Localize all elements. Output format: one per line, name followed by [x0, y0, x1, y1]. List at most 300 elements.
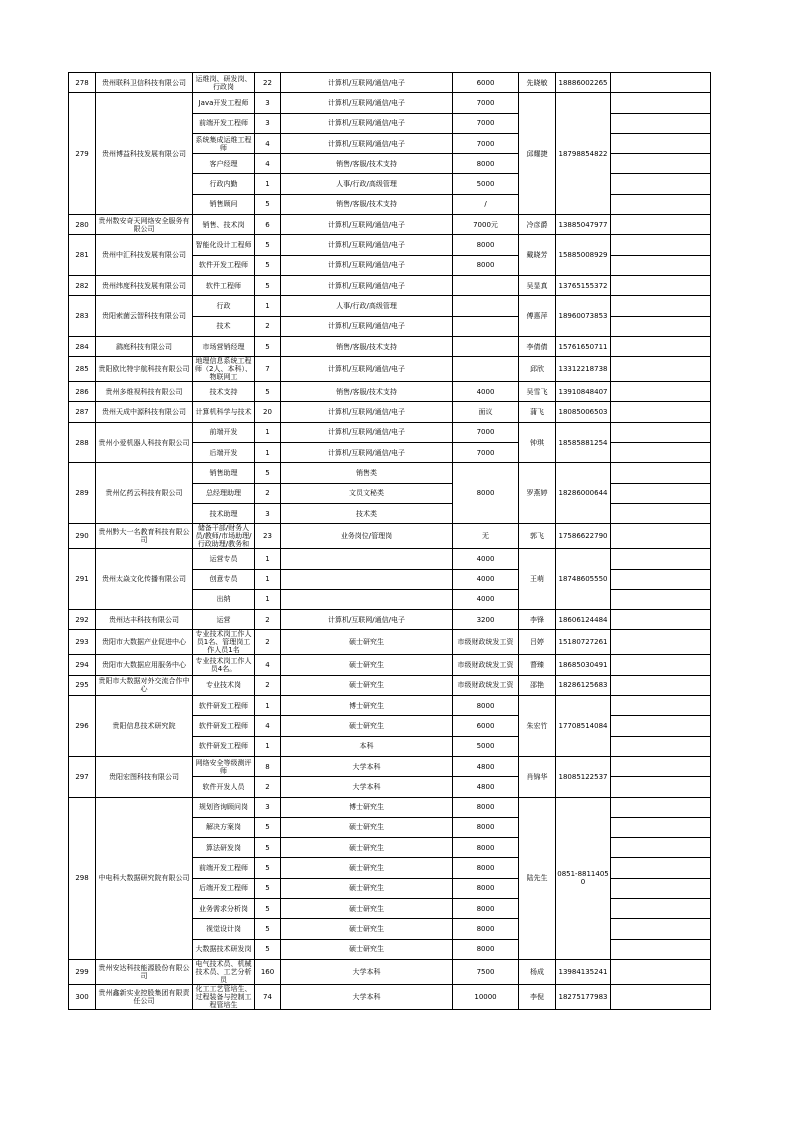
requirement-cell: 博士研究生	[281, 696, 453, 716]
table-row	[69, 524, 711, 549]
headcount-cell: 22	[255, 73, 281, 93]
phone-cell: 18286125683	[556, 675, 611, 695]
position-cell: 销售、技术岗	[193, 215, 255, 235]
headcount-cell: 4	[255, 716, 281, 736]
requirement-cell: 计算机/互联网/通信/电子	[281, 255, 453, 275]
requirement-cell: 计算机/互联网/通信/电子	[281, 443, 453, 463]
contact-cell: 吕婷	[519, 630, 556, 655]
table-row	[69, 296, 711, 316]
headcount-cell: 3	[255, 797, 281, 817]
row-number-cell: 283	[69, 296, 96, 337]
row-number-cell: 296	[69, 696, 96, 757]
phone-cell: 18606124484	[556, 610, 611, 630]
salary-cell: 7000	[453, 93, 519, 113]
remark-cell	[611, 402, 711, 422]
remark-cell	[611, 443, 711, 463]
row-number-cell: 299	[69, 959, 96, 984]
table-row	[69, 959, 711, 984]
salary-cell: 8000	[453, 696, 519, 716]
remark-cell	[611, 858, 711, 878]
company-cell: 贵州联科卫信科技有限公司	[96, 73, 193, 93]
position-cell: 规划咨询顾问岗	[193, 797, 255, 817]
requirement-cell: 人事/行政/高级管理	[281, 296, 453, 316]
headcount-cell: 5	[255, 255, 281, 275]
contact-cell: 罗燕婷	[519, 463, 556, 524]
salary-cell: 6000	[453, 73, 519, 93]
requirement-cell: 销售/客服/技术支持	[281, 194, 453, 214]
phone-cell: 18085006503	[556, 402, 611, 422]
position-cell: 行政	[193, 296, 255, 316]
headcount-cell: 5	[255, 382, 281, 402]
requirement-cell: 硕士研究生	[281, 919, 453, 939]
remark-cell	[611, 630, 711, 655]
contact-cell: 瞀臻	[519, 655, 556, 675]
phone-cell: 15761650711	[556, 336, 611, 356]
requirement-cell: 销售/客服/技术支持	[281, 336, 453, 356]
remark-cell	[611, 235, 711, 255]
position-cell: 视觉设计岗	[193, 919, 255, 939]
headcount-cell: 1	[255, 443, 281, 463]
headcount-cell: 1	[255, 296, 281, 316]
table-row	[69, 696, 711, 716]
requirement-cell: 大学本科	[281, 756, 453, 776]
phone-cell: 18286000644	[556, 463, 611, 524]
contact-cell: 陆先生	[519, 797, 556, 959]
table-body	[69, 73, 711, 1010]
position-cell: 储备干部/财务人员/教师/市场助理/行政助理/教务和	[193, 524, 255, 549]
headcount-cell: 3	[255, 93, 281, 113]
salary-cell: 4000	[453, 589, 519, 609]
remark-cell	[611, 655, 711, 675]
headcount-cell: 74	[255, 984, 281, 1009]
phone-cell: 18748605550	[556, 549, 611, 610]
remark-cell	[611, 838, 711, 858]
company-cell: 贵州鑫新实业控股集团有限责任公司	[96, 984, 193, 1009]
row-number-cell: 290	[69, 524, 96, 549]
row-number-cell: 287	[69, 402, 96, 422]
position-cell: 前端开发工程师	[193, 858, 255, 878]
position-cell: 技术支持	[193, 382, 255, 402]
headcount-cell: 23	[255, 524, 281, 549]
table-row	[69, 630, 711, 655]
table-row	[69, 549, 711, 569]
requirement-cell	[281, 549, 453, 569]
position-cell: 智能化设计工程师	[193, 235, 255, 255]
headcount-cell: 4	[255, 655, 281, 675]
salary-cell	[453, 357, 519, 382]
contact-cell: 吴显真	[519, 275, 556, 295]
headcount-cell: 2	[255, 630, 281, 655]
phone-cell: 18886002265	[556, 73, 611, 93]
salary-cell: 8000	[453, 838, 519, 858]
table-row	[69, 422, 711, 442]
salary-cell: 7000	[453, 113, 519, 133]
requirement-cell: 硕士研究生	[281, 716, 453, 736]
row-number-cell: 295	[69, 675, 96, 695]
remark-cell	[611, 939, 711, 959]
salary-cell	[453, 316, 519, 336]
company-cell: 贵州小爱机器人科技有限公司	[96, 422, 193, 463]
position-cell: 运维岗、研发岗、行政岗	[193, 73, 255, 93]
requirement-cell: 人事/行政/高级管理	[281, 174, 453, 194]
contact-cell: 邵艳	[519, 675, 556, 695]
phone-cell: 18960073853	[556, 296, 611, 337]
salary-cell: 市级财政统发工资	[453, 655, 519, 675]
headcount-cell: 1	[255, 549, 281, 569]
table-row	[69, 675, 711, 695]
salary-cell: 7000	[453, 133, 519, 153]
remark-cell	[611, 984, 711, 1009]
requirement-cell: 硕士研究生	[281, 655, 453, 675]
position-cell: 业务需求分析岗	[193, 898, 255, 918]
headcount-cell: 7	[255, 357, 281, 382]
row-number-cell: 292	[69, 610, 96, 630]
phone-cell: 18585881254	[556, 422, 611, 463]
salary-cell: 4000	[453, 549, 519, 569]
position-cell: 地理信息系统工程师（2人、本科）、物联网工	[193, 357, 255, 382]
remark-cell	[611, 275, 711, 295]
remark-cell	[611, 797, 711, 817]
salary-cell: 4800	[453, 756, 519, 776]
table-row	[69, 357, 711, 382]
position-cell: 电气技术员、机械技术员、工艺分析员	[193, 959, 255, 984]
phone-cell: 13312218738	[556, 357, 611, 382]
position-cell: 系统集成运维工程师	[193, 133, 255, 153]
remark-cell	[611, 73, 711, 93]
phone-cell: 15180727261	[556, 630, 611, 655]
headcount-cell: 1	[255, 696, 281, 716]
remark-cell	[611, 154, 711, 174]
requirement-cell: 计算机/互联网/通信/电子	[281, 235, 453, 255]
salary-cell: 8000	[453, 898, 519, 918]
company-cell: 贵州亿药云科技有限公司	[96, 463, 193, 524]
remark-cell	[611, 777, 711, 797]
table-row	[69, 382, 711, 402]
position-cell: 技术	[193, 316, 255, 336]
row-number-cell: 282	[69, 275, 96, 295]
headcount-cell: 5	[255, 463, 281, 483]
table-row	[69, 93, 711, 113]
position-cell: 解决方案岗	[193, 817, 255, 837]
requirement-cell: 计算机/互联网/通信/电子	[281, 402, 453, 422]
contact-cell: 吴雪飞	[519, 382, 556, 402]
requirement-cell: 博士研究生	[281, 797, 453, 817]
position-cell: 网络安全等级测评师	[193, 756, 255, 776]
remark-cell	[611, 696, 711, 716]
company-cell: 贵州黔大一名教育科技有限公司	[96, 524, 193, 549]
headcount-cell: 5	[255, 878, 281, 898]
requirement-cell: 硕士研究生	[281, 675, 453, 695]
salary-cell: 8000	[453, 939, 519, 959]
table-row	[69, 984, 711, 1009]
position-cell: 专业技术岗工作人员1名、管理岗工作人员1名	[193, 630, 255, 655]
headcount-cell: 5	[255, 838, 281, 858]
salary-cell: 8000	[453, 255, 519, 275]
salary-cell: 8000	[453, 797, 519, 817]
phone-cell: 13885047977	[556, 215, 611, 235]
remark-cell	[611, 756, 711, 776]
requirement-cell: 销售/客服/技术支持	[281, 382, 453, 402]
requirement-cell: 计算机/互联网/通信/电子	[281, 357, 453, 382]
company-cell: 贵州多维视科技有限公司	[96, 382, 193, 402]
remark-cell	[611, 336, 711, 356]
company-cell: 贵州太焱文化传播有限公司	[96, 549, 193, 610]
contact-cell: 李倪	[519, 984, 556, 1009]
salary-cell: 7000	[453, 422, 519, 442]
salary-cell: 4800	[453, 777, 519, 797]
table-row	[69, 610, 711, 630]
phone-cell: 18798854822	[556, 93, 611, 215]
position-cell: Java开发工程师	[193, 93, 255, 113]
headcount-cell: 1	[255, 736, 281, 756]
row-number-cell: 280	[69, 215, 96, 235]
requirement-cell: 计算机/互联网/通信/电子	[281, 73, 453, 93]
contact-cell: 钟琪	[519, 422, 556, 463]
remark-cell	[611, 422, 711, 442]
remark-cell	[611, 93, 711, 113]
headcount-cell: 5	[255, 336, 281, 356]
row-number-cell: 286	[69, 382, 96, 402]
row-number-cell: 298	[69, 797, 96, 959]
requirement-cell: 本科	[281, 736, 453, 756]
requirement-cell: 硕士研究生	[281, 630, 453, 655]
salary-cell: 市级财政统发工资	[453, 675, 519, 695]
row-number-cell: 294	[69, 655, 96, 675]
remark-cell	[611, 549, 711, 569]
contact-cell: 傅惠萍	[519, 296, 556, 337]
company-cell: 贵州天成中源科技有限公司	[96, 402, 193, 422]
contact-cell: 蒲飞	[519, 402, 556, 422]
headcount-cell: 3	[255, 113, 281, 133]
position-cell: 出纳	[193, 589, 255, 609]
position-cell: 行政内勤	[193, 174, 255, 194]
recruitment-table	[68, 72, 711, 1010]
requirement-cell: 计算机/互联网/通信/电子	[281, 93, 453, 113]
position-cell: 算法研发岗	[193, 838, 255, 858]
requirement-cell: 销售/客服/技术支持	[281, 154, 453, 174]
requirement-cell	[281, 569, 453, 589]
headcount-cell: 4	[255, 133, 281, 153]
company-cell: 贵阳市大数据应用服务中心	[96, 655, 193, 675]
headcount-cell: 2	[255, 777, 281, 797]
company-cell: 中电科大数据研究院有限公司	[96, 797, 193, 959]
position-cell: 总经理助理	[193, 483, 255, 503]
table-row	[69, 463, 711, 483]
company-cell: 鹞庭科技有限公司	[96, 336, 193, 356]
row-number-cell: 278	[69, 73, 96, 93]
position-cell: 销售助理	[193, 463, 255, 483]
row-number-cell: 281	[69, 235, 96, 276]
requirement-cell: 大学本科	[281, 777, 453, 797]
company-cell: 贵州纬度科技发展有限公司	[96, 275, 193, 295]
row-number-cell: 291	[69, 549, 96, 610]
requirement-cell: 硕士研究生	[281, 878, 453, 898]
salary-cell: 6000	[453, 716, 519, 736]
requirement-cell: 计算机/互联网/通信/电子	[281, 215, 453, 235]
salary-cell: /	[453, 194, 519, 214]
remark-cell	[611, 610, 711, 630]
company-cell: 贵阳索菌云智科技有限公司	[96, 296, 193, 337]
salary-cell: 无	[453, 524, 519, 549]
company-cell: 贵阳市大数据对外交流合作中心	[96, 675, 193, 695]
phone-cell: 0851-88114050	[556, 797, 611, 959]
position-cell: 软件研发工程师	[193, 696, 255, 716]
company-cell: 贵阳宏图科技有限公司	[96, 756, 193, 797]
remark-cell	[611, 569, 711, 589]
contact-cell: 朱宏竹	[519, 696, 556, 757]
requirement-cell: 硕士研究生	[281, 838, 453, 858]
position-cell: 专业技术岗	[193, 675, 255, 695]
headcount-cell: 1	[255, 589, 281, 609]
headcount-cell: 5	[255, 919, 281, 939]
remark-cell	[611, 878, 711, 898]
row-number-cell: 285	[69, 357, 96, 382]
contact-cell: 冷彦爵	[519, 215, 556, 235]
remark-cell	[611, 959, 711, 984]
salary-cell	[453, 296, 519, 316]
remark-cell	[611, 919, 711, 939]
headcount-cell: 1	[255, 569, 281, 589]
remark-cell	[611, 736, 711, 756]
company-cell: 贵州安达科技能源股份有限公司	[96, 959, 193, 984]
salary-cell: 8000	[453, 235, 519, 255]
salary-cell: 5000	[453, 174, 519, 194]
position-cell: 软件研发工程师	[193, 736, 255, 756]
requirement-cell: 硕士研究生	[281, 817, 453, 837]
headcount-cell: 1	[255, 422, 281, 442]
requirement-cell: 硕士研究生	[281, 858, 453, 878]
remark-cell	[611, 817, 711, 837]
row-number-cell: 300	[69, 984, 96, 1009]
headcount-cell: 5	[255, 194, 281, 214]
table-row	[69, 655, 711, 675]
position-cell: 软件开发人员	[193, 777, 255, 797]
table-row	[69, 756, 711, 776]
headcount-cell: 3	[255, 503, 281, 523]
salary-cell: 7000元	[453, 215, 519, 235]
headcount-cell: 5	[255, 939, 281, 959]
headcount-cell: 2	[255, 316, 281, 336]
salary-cell: 4000	[453, 382, 519, 402]
table-row	[69, 235, 711, 255]
table-row	[69, 797, 711, 817]
requirement-cell: 技术类	[281, 503, 453, 523]
contact-cell: 郭飞	[519, 524, 556, 549]
headcount-cell: 5	[255, 898, 281, 918]
requirement-cell: 业务岗位/管理岗	[281, 524, 453, 549]
salary-cell: 7000	[453, 443, 519, 463]
contact-cell: 李锋	[519, 610, 556, 630]
contact-cell: 王萌	[519, 549, 556, 610]
row-number-cell: 279	[69, 93, 96, 215]
contact-cell: 肖锦华	[519, 756, 556, 797]
salary-cell: 4000	[453, 569, 519, 589]
requirement-cell: 计算机/互联网/通信/电子	[281, 422, 453, 442]
position-cell: 软件工程师	[193, 275, 255, 295]
remark-cell	[611, 898, 711, 918]
remark-cell	[611, 113, 711, 133]
requirement-cell: 销售类	[281, 463, 453, 483]
position-cell: 运营专员	[193, 549, 255, 569]
remark-cell	[611, 524, 711, 549]
position-cell: 软件研发工程师	[193, 716, 255, 736]
remark-cell	[611, 463, 711, 483]
headcount-cell: 6	[255, 215, 281, 235]
phone-cell: 13984135241	[556, 959, 611, 984]
contact-cell: 邱耀捷	[519, 93, 556, 215]
remark-cell	[611, 716, 711, 736]
requirement-cell: 硕士研究生	[281, 898, 453, 918]
remark-cell	[611, 194, 711, 214]
remark-cell	[611, 675, 711, 695]
phone-cell: 17708514084	[556, 696, 611, 757]
salary-cell: 3200	[453, 610, 519, 630]
remark-cell	[611, 174, 711, 194]
phone-cell: 13765155372	[556, 275, 611, 295]
position-cell: 专业技术岗工作人员4名。	[193, 655, 255, 675]
position-cell: 后端开发工程师	[193, 878, 255, 898]
salary-cell: 7500	[453, 959, 519, 984]
phone-cell: 13910848407	[556, 382, 611, 402]
headcount-cell: 160	[255, 959, 281, 984]
row-number-cell: 289	[69, 463, 96, 524]
remark-cell	[611, 296, 711, 316]
company-cell: 贵阳市大数据产业促进中心	[96, 630, 193, 655]
contact-cell: 杨成	[519, 959, 556, 984]
row-number-cell: 293	[69, 630, 96, 655]
company-cell: 贵州博益科技发展有限公司	[96, 93, 193, 215]
headcount-cell: 5	[255, 235, 281, 255]
salary-cell: 10000	[453, 984, 519, 1009]
remark-cell	[611, 316, 711, 336]
table-row	[69, 275, 711, 295]
remark-cell	[611, 503, 711, 523]
headcount-cell: 4	[255, 154, 281, 174]
headcount-cell: 2	[255, 610, 281, 630]
position-cell: 技术助理	[193, 503, 255, 523]
remark-cell	[611, 357, 711, 382]
table-row	[69, 402, 711, 422]
remark-cell	[611, 255, 711, 275]
row-number-cell: 297	[69, 756, 96, 797]
salary-cell: 市级财政统发工资	[453, 630, 519, 655]
phone-cell: 18275177983	[556, 984, 611, 1009]
row-number-cell: 284	[69, 336, 96, 356]
requirement-cell: 计算机/互联网/通信/电子	[281, 113, 453, 133]
requirement-cell: 大学本科	[281, 984, 453, 1009]
remark-cell	[611, 382, 711, 402]
remark-cell	[611, 133, 711, 153]
salary-cell: 面议	[453, 402, 519, 422]
headcount-cell: 2	[255, 483, 281, 503]
requirement-cell: 计算机/互联网/通信/电子	[281, 133, 453, 153]
headcount-cell: 5	[255, 817, 281, 837]
position-cell: 销售顾问	[193, 194, 255, 214]
headcount-cell: 5	[255, 275, 281, 295]
remark-cell	[611, 215, 711, 235]
phone-cell: 17586622790	[556, 524, 611, 549]
headcount-cell: 8	[255, 756, 281, 776]
salary-cell: 8000	[453, 858, 519, 878]
position-cell: 化工工艺管培生、过程装备与控制工程管培生	[193, 984, 255, 1009]
phone-cell: 15885008929	[556, 235, 611, 276]
table-row	[69, 215, 711, 235]
salary-cell	[453, 336, 519, 356]
position-cell: 后端开发	[193, 443, 255, 463]
contact-cell: 戴晓芳	[519, 235, 556, 276]
phone-cell: 18685030491	[556, 655, 611, 675]
headcount-cell: 2	[255, 675, 281, 695]
